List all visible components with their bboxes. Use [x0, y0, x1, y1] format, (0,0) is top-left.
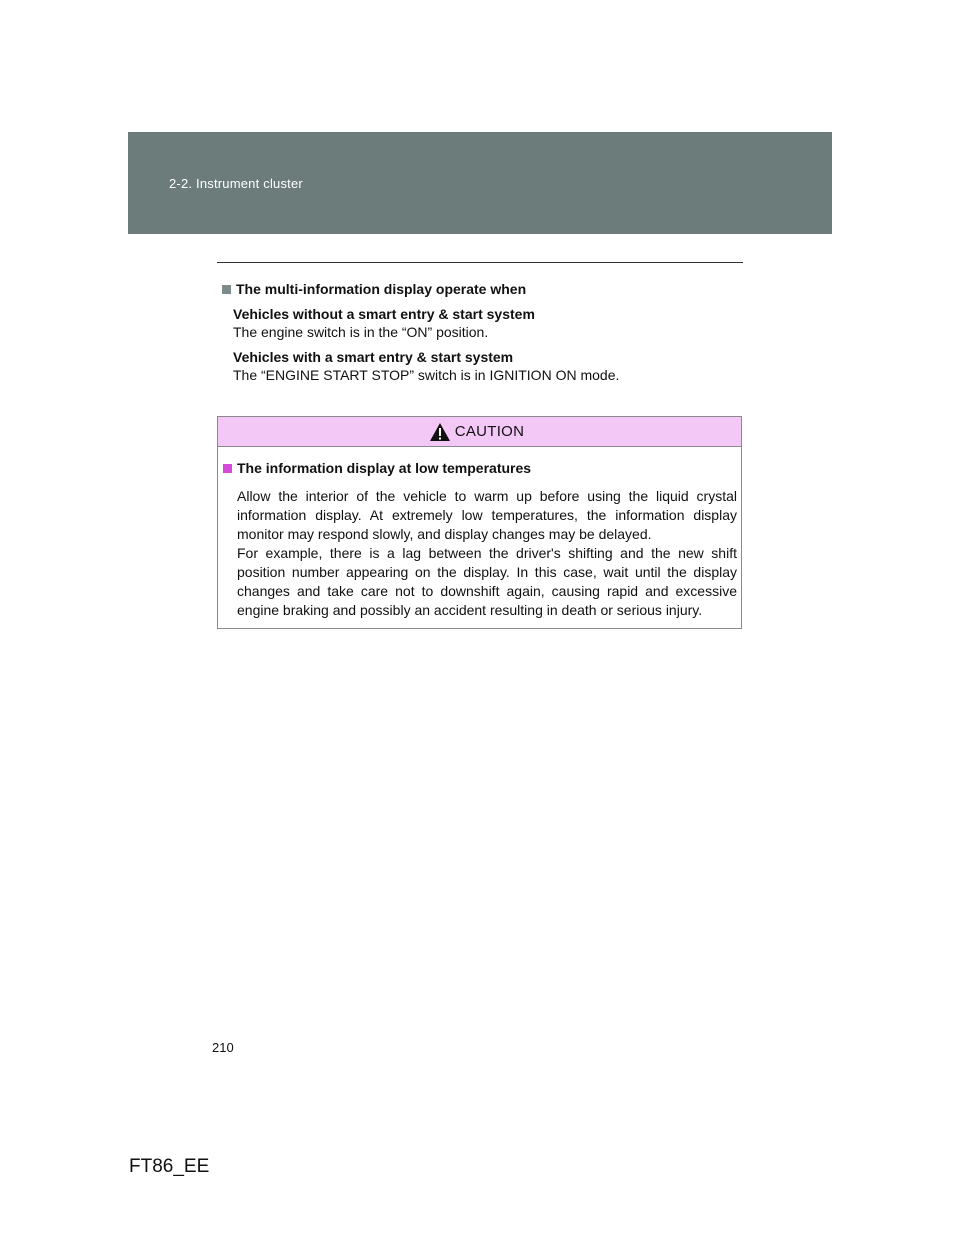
page-number: 210	[212, 1040, 234, 1055]
operate-item-text: The “ENGINE START STOP” switch is in IGNITION ON mode.	[233, 367, 620, 383]
caution-heading: The information display at low temperatures	[237, 460, 532, 476]
caution-heading-row	[223, 459, 737, 478]
operate-item-text: The engine switch is in the “ON” position.	[233, 324, 489, 340]
operate-item	[222, 305, 742, 341]
caution-box	[217, 416, 742, 629]
caution-paragraph	[223, 487, 737, 620]
square-bullet-icon	[223, 464, 232, 473]
caution-body	[218, 447, 741, 620]
document-code: FT86_EE	[129, 1156, 210, 1177]
operate-item-label: Vehicles without a smart entry & start system	[233, 306, 535, 322]
section-rule	[217, 262, 743, 263]
header-band	[128, 132, 832, 234]
warning-triangle-icon	[429, 422, 451, 442]
caution-header	[218, 417, 741, 447]
caution-paragraph-2: For example, there is a lag between the driver's shifting and the new shift position number appearing on the display. In this case, wait until the display changes and take care not to downshift again, causing rapid and excessive engine braking and possibly an accident resulting in death or serious injury.	[237, 545, 737, 618]
operate-item	[222, 348, 742, 384]
caution-label: CAUTION	[454, 423, 525, 440]
operate-heading: The multi-information display operate when	[236, 281, 527, 297]
section-title: 2-2. Instrument cluster	[169, 176, 303, 191]
caution-paragraph-1: Allow the interior of the vehicle to warm up before using the liquid crystal information display. At extremely low temperatures, the information display monitor may respond slowly, and display changes may be delayed.	[237, 488, 737, 542]
operate-section	[222, 280, 742, 384]
operate-item-label: Vehicles with a smart entry & start system	[233, 349, 514, 365]
square-bullet-icon	[222, 285, 231, 294]
operate-heading-row	[222, 280, 742, 298]
